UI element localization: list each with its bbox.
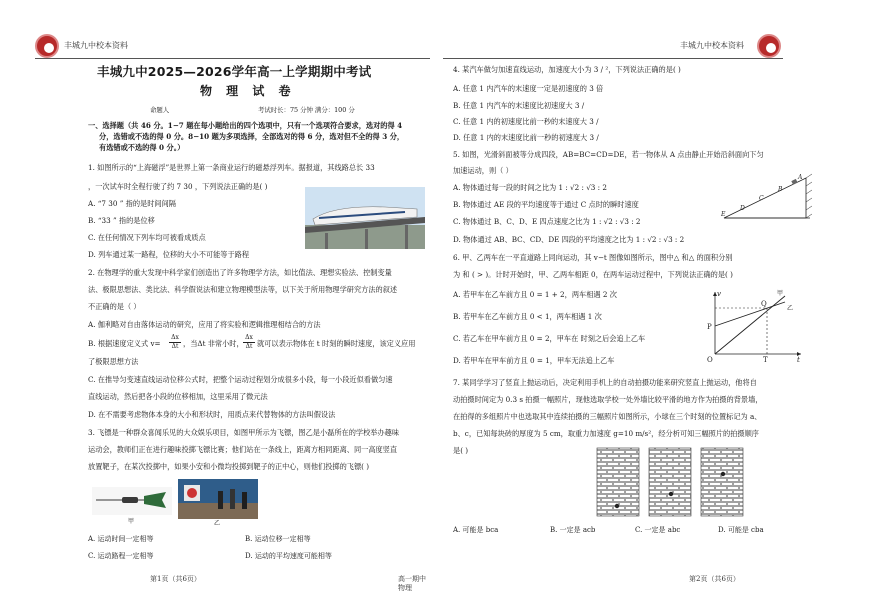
q2-stem-3: 不正确的是（ ）	[88, 302, 141, 311]
vt-label-jia: 甲	[777, 290, 784, 297]
incline-label-e: E	[721, 211, 726, 218]
q2-stem-1: 2. 在物理学的重大发现中科学家们创造出了许多物理学方法，如比值法、理想实验法、控制变量	[88, 268, 392, 277]
header-school-label-right: 丰城九中校本资料	[680, 41, 744, 50]
q3-option-c: C. 运动路程一定相等	[88, 552, 154, 560]
q3-stem-1: 3. 飞镖是一种群众喜闻乐见的大众娱乐项目，如图甲所示为飞镖，图乙是小磊所在的学校举办趣味	[88, 428, 400, 437]
q7-stem-3: 在拍得的多组照片中也选取其中连续拍摄的三幅照片如图所示，小球在三个时刻的位置标记为 a、	[453, 412, 762, 421]
q3-option-a: A. 运动时间一定相等	[88, 535, 154, 543]
incline-label-c: C	[759, 195, 764, 202]
incline-diagram	[718, 170, 818, 222]
q7-option-d: D. 可能是 cba	[718, 526, 764, 534]
q1-option-a: A. “7 30 ” 指的是时间间隔	[88, 199, 176, 208]
wall-photo-2	[649, 448, 691, 516]
vt-axis-t: t	[797, 356, 800, 364]
q4-option-a: A. 任意 1 内汽车的末速度一定是初速度的 3 倍	[453, 84, 604, 93]
q6-option-b: B. 若甲车在乙车前方且 0 < 1，两车相遇 1 次	[453, 312, 602, 321]
maglev-train-photo	[305, 187, 425, 249]
incline-label-b: B	[778, 186, 783, 193]
header-school-label: 丰城九中校本资料	[64, 41, 128, 50]
q5-option-d: D. 物体通过 AB、BC、CD、DE 四段的平均速度之比为 1 : √2 : √3 : 2	[453, 235, 685, 244]
q4-option-b: B. 任意 1 内汽车的末速度比初速度大 3 /	[453, 101, 585, 110]
setter-label: 命题人	[150, 106, 170, 114]
ball-a-icon	[615, 504, 619, 508]
header-rule-right	[443, 58, 783, 59]
section1-line1: 一、选择题（共 46 分。1−7 题在每小题给出的四个选项中，只有一个选项符合要求，选对的得 4	[88, 121, 403, 130]
time-info: 考试时长：75 分钟 满分：100 分	[258, 106, 355, 114]
incline-label-a: A	[798, 174, 803, 181]
q6-option-a: A. 若甲车在乙车前方且 0 = 1 + 2，两车相遇 2 次	[453, 290, 617, 299]
q2-fraction-2	[243, 334, 255, 350]
q4-option-c: C. 任意 1 内的初速度比前一秒的末速度大 3 /	[453, 117, 599, 126]
q5-stem-1: 5. 如图，光滑斜面被等分成四段，AB=BC=CD=DE，若一物体从 A 点由静止开始沿斜面向下匀	[453, 150, 764, 159]
q6-stem-1: 6. 甲、乙两车在一平直道路上同向运动，其 v−t 图像如图所示，图中△ 和△ 的面积分别	[453, 253, 733, 262]
q7-stem-1: 7. 某同学学习了竖直上抛运动后，决定利用手机上的自动拍摄功能来研究竖直上抛运动，他将自	[453, 378, 757, 387]
q6-stem-2: 为 和 ( > )。计时开始时，甲、乙两车相距 0，在两车运动过程中，下列说法正确的是( )	[453, 270, 733, 279]
vt-point-t: T	[763, 356, 768, 364]
q4-stem: 4. 某汽车做匀加速直线运动，加速度大小为 3 / ²，下列说法正确的是( )	[453, 65, 681, 74]
wall-photo-3	[701, 448, 743, 516]
vt-axis-v: v	[717, 290, 721, 298]
vt-line-jia	[715, 302, 785, 326]
q7-option-c: C. 一定是 abc	[635, 526, 681, 534]
q2-option-c-2: 直线运动，然后把各小段的位移相加，这里采用了微元法	[88, 392, 268, 401]
q2-fraction-num: Δx	[169, 334, 181, 343]
exam-title: 丰城九中2025—2026学年高一上学期期中考试	[97, 64, 372, 79]
brick-wall-photos	[595, 446, 745, 518]
footer-left-page: 第1页（共6页）	[150, 575, 201, 583]
vt-line-yi	[715, 296, 785, 354]
subject-title: 物 理 试 卷	[200, 84, 296, 98]
q6-option-c: C. 若乙车在甲车前方且 0 = 2，甲车在 时刻之后会追上乙车	[453, 334, 646, 343]
vt-point-p: P	[707, 323, 712, 331]
q2-fraction2-num: Δx	[243, 334, 255, 343]
block-icon	[791, 179, 797, 185]
dart-contest-photo	[178, 479, 258, 519]
q1-stem-2: ，一次试车时全程行驶了约 7 30 ，下列说法正确的是( )	[88, 182, 268, 191]
q2-option-a: A. 伽利略对自由落体运动的研究，应用了将实验和逻辑推理相结合的方法	[88, 320, 321, 329]
footer-center: 高一期中 物理	[398, 575, 426, 592]
vt-point-q: Q	[761, 300, 767, 308]
q3-stem-3: 放置靶子，在某次投掷中，如果小安和小微均投掷到靶子的正中心，则他们投掷的飞镖( )	[88, 462, 370, 471]
q4-option-d: D. 任意 1 内的末速度比前一秒的初速度大 3 /	[453, 133, 599, 142]
q1-stem-1: 1. 如图所示的“上海磁浮”是世界上第一条商业运行的磁悬浮列车。据报道，其线路总长 33	[88, 163, 375, 172]
q5-option-b: B. 物体通过 AE 段的平均速度等于通过 C 点时的瞬时速度	[453, 200, 639, 209]
q2-fraction	[169, 334, 181, 350]
q7-stem-5: 是( )	[453, 446, 469, 455]
q2-option-b-part3: 就可以表示物体在 t 时刻的瞬时速度，该定义应用	[257, 339, 416, 348]
vt-origin: O	[707, 356, 713, 364]
right-page	[435, 0, 870, 615]
q7-stem-2: 动拍摄时间定为 0.3 s 拍摄一幅照片，现他选取学校一处外墙比较平滑的地方作为拍摄的背景墙，	[453, 395, 763, 404]
q2-option-d: D. 在不需要考虑物体本身的大小和形状时，用质点来代替物体的方法叫假设法	[88, 410, 336, 419]
q3-option-b: B. 运动位移一定相等	[245, 535, 311, 543]
incline-label-d: D	[740, 205, 745, 212]
q3-stem-2: 运动会，教师们正在进行趣味投掷飞镖比赛；他们站在一条线上，距离方相同距离、同一高度竖直	[88, 445, 398, 454]
q3-caption-right: 乙	[214, 520, 221, 527]
footer-right-page: 第2页（共6页）	[689, 575, 740, 583]
header-rule	[35, 58, 430, 59]
q2-stem-2: 法、极限思想法、类比法、科学假说法和建立物理模型法等，以下关于所用物理学研究方法的叙述	[88, 285, 398, 294]
q5-stem-2: 加速运动，则（ ）	[453, 166, 513, 175]
q1-option-b: B. “33 ” 指的是位移	[88, 216, 155, 225]
q2-fraction2-den: Δt	[245, 342, 253, 350]
q3-caption-left: 甲	[128, 518, 135, 525]
section1-line2: 分，选错或不选的得 0 分。8−10 题为多项选择，全部选对的得 6 分，选对但不全的得 3 分，	[99, 132, 405, 141]
school-seal-icon	[35, 34, 59, 58]
q7-option-b: B. 一定是 acb	[550, 526, 596, 534]
ball-c-icon	[721, 472, 725, 476]
q1-option-d: D. 列车通过某一路程，位移的大小不可能等于路程	[88, 250, 250, 259]
q7-stem-4: b、c，已知每块砖的厚度为 5 cm，取重力加速度 g=10 m/s²，经分析可知三幅照片的拍摄顺序	[453, 429, 759, 438]
ball-b-icon	[669, 492, 673, 496]
dart-photo	[92, 487, 172, 515]
q2-fraction-den: Δt	[171, 342, 179, 350]
q7-option-a: A. 可能是 bca	[453, 526, 499, 534]
q5-option-a: A. 物体通过每一段的时间之比为 1 : √2 : √3 : 2	[453, 183, 607, 192]
vt-label-yi: 乙	[787, 305, 794, 312]
vt-graph	[705, 288, 805, 364]
school-seal-icon-right	[757, 34, 781, 58]
section1-line3: 有选错或不选的得 0 分。）	[99, 143, 185, 152]
q1-option-c: C. 在任何情况下列车均可被看成质点	[88, 233, 206, 242]
q2-option-b-part2: ，当Δt 非常小时，	[183, 339, 244, 348]
q3-option-d: D. 运动的平均速度可能相等	[245, 552, 332, 560]
q2-option-c-1: C. 在推导匀变速直线运动位移公式时，把整个运动过程划分成很多小段，每一小段近似看做匀速	[88, 375, 393, 384]
q6-option-d: D. 若甲车在甲车前方且 0 = 1，甲车无法追上乙车	[453, 356, 615, 365]
q2-option-b-part1: B. 根据速度定义式 v=	[88, 339, 161, 348]
q2-option-b-part4: 了极限思想方法	[88, 357, 139, 366]
q5-option-c: C. 物体通过 B、C、D、E 四点速度之比为 1 : √2 : √3 : 2	[453, 217, 641, 226]
